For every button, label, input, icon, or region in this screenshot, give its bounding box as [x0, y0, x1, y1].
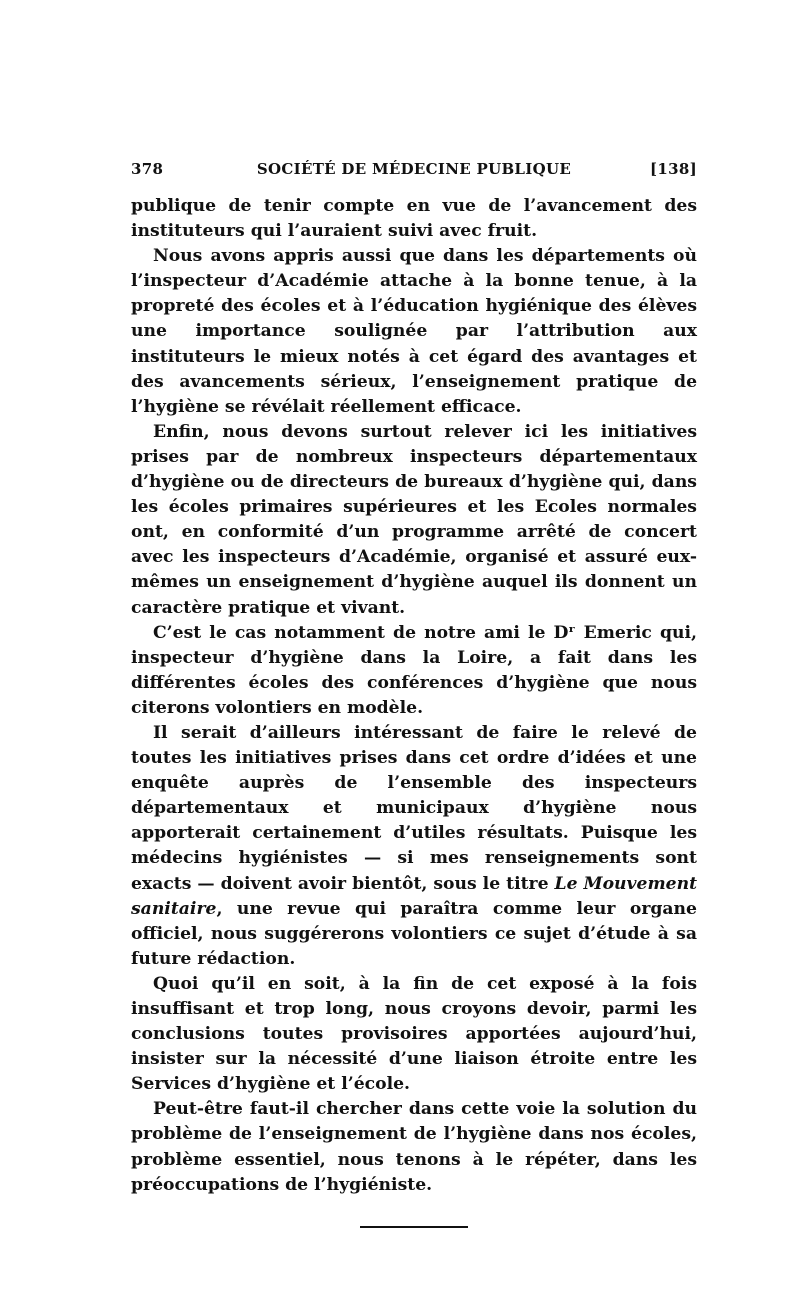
section-number: [138]: [649, 160, 697, 178]
paragraph-final: Peut-être faut-il chercher dans cette voie la solution du problème de l’enseignement de l’hygiène dans nos écoles, problème essentiel, nous tenons à le répéter, dans les préoccupations de l’hygiéniste.: [131, 1099, 697, 1195]
book-page: [131, 160, 697, 1228]
paragraph-inspecteur: Nous avons appris aussi que dans les départements où l’inspecteur d’Académie attache à la bonne tenue, à la propreté des écoles et à l’éducation hygiénique des élèves une importance soulignée par l’attribution aux instituteurs le mieux notés à cet égard des avantages et des avancements sérieux, l’enseignement pratique de l’hygiène se révélait réellement efficace.: [131, 246, 697, 417]
paragraph-initiatives: Enfin, nous devons surtout relever ici les initiatives prises par de nombreux inspecteurs départementaux d’hygiène ou de directeurs de bureaux d’hygiène qui, dans les écoles primaires supérieures et les Ecoles normales ont, en conformité d’un programme arrêté de concert avec les inspecteurs d’Académie, organisé et assuré eux-mêmes un enseignement d’hygiène auquel ils donnent un caractère pratique et vivant.: [131, 421, 697, 618]
body-text: [131, 194, 697, 1198]
paragraph-enquete: [131, 721, 697, 972]
running-title: SOCIÉTÉ DE MÉDECINE PUBLIQUE: [256, 160, 572, 178]
page-number: 378: [131, 160, 164, 178]
running-header: [131, 160, 697, 182]
paragraph-conclusion: Quoi qu’il en soit, à la fin de cet exposé à la fois insuffisant et trop long, nous croyons devoir, parmi les conclusions toutes provisoires apportées aujourd’hui, insister sur la nécessité d’une liaison étroite entre les Services d’hygiène et l’école.: [131, 973, 697, 1095]
paragraph-emeric: C’est le cas notamment de notre ami le Dʳ Emeric qui, inspecteur d’hygiène dans la Loire, a fait dans les différentes écoles des conférences d’hygiène que nous citerons volontiers en modèle.: [131, 622, 697, 718]
paragraph-continuation: publique de tenir compte en vue de l’avancement des instituteurs qui l’auraient suivi avec fruit.: [131, 196, 697, 242]
paragraph-enquete-before: Il serait d’ailleurs intéressant de faire le relevé de toutes les initiatives prises dans cet ordre d’idées et une enquête auprès de l’ensemble des inspecteurs départementaux et municipaux d’hygiène nous apporterait certainement d’utiles résultats. Puisque les médecins hygiénistes — si mes renseignements sont exacts — doivent avoir bientôt, sous le titre: [131, 722, 697, 894]
journal-title: Le Mouvement sanitaire: [131, 873, 698, 919]
end-rule: [360, 1226, 468, 1228]
paragraph-enquete-after: , une revue qui paraîtra comme leur organe officiel, nous suggérerons volontiers ce sujet d’étude à sa future rédaction.: [131, 898, 697, 969]
